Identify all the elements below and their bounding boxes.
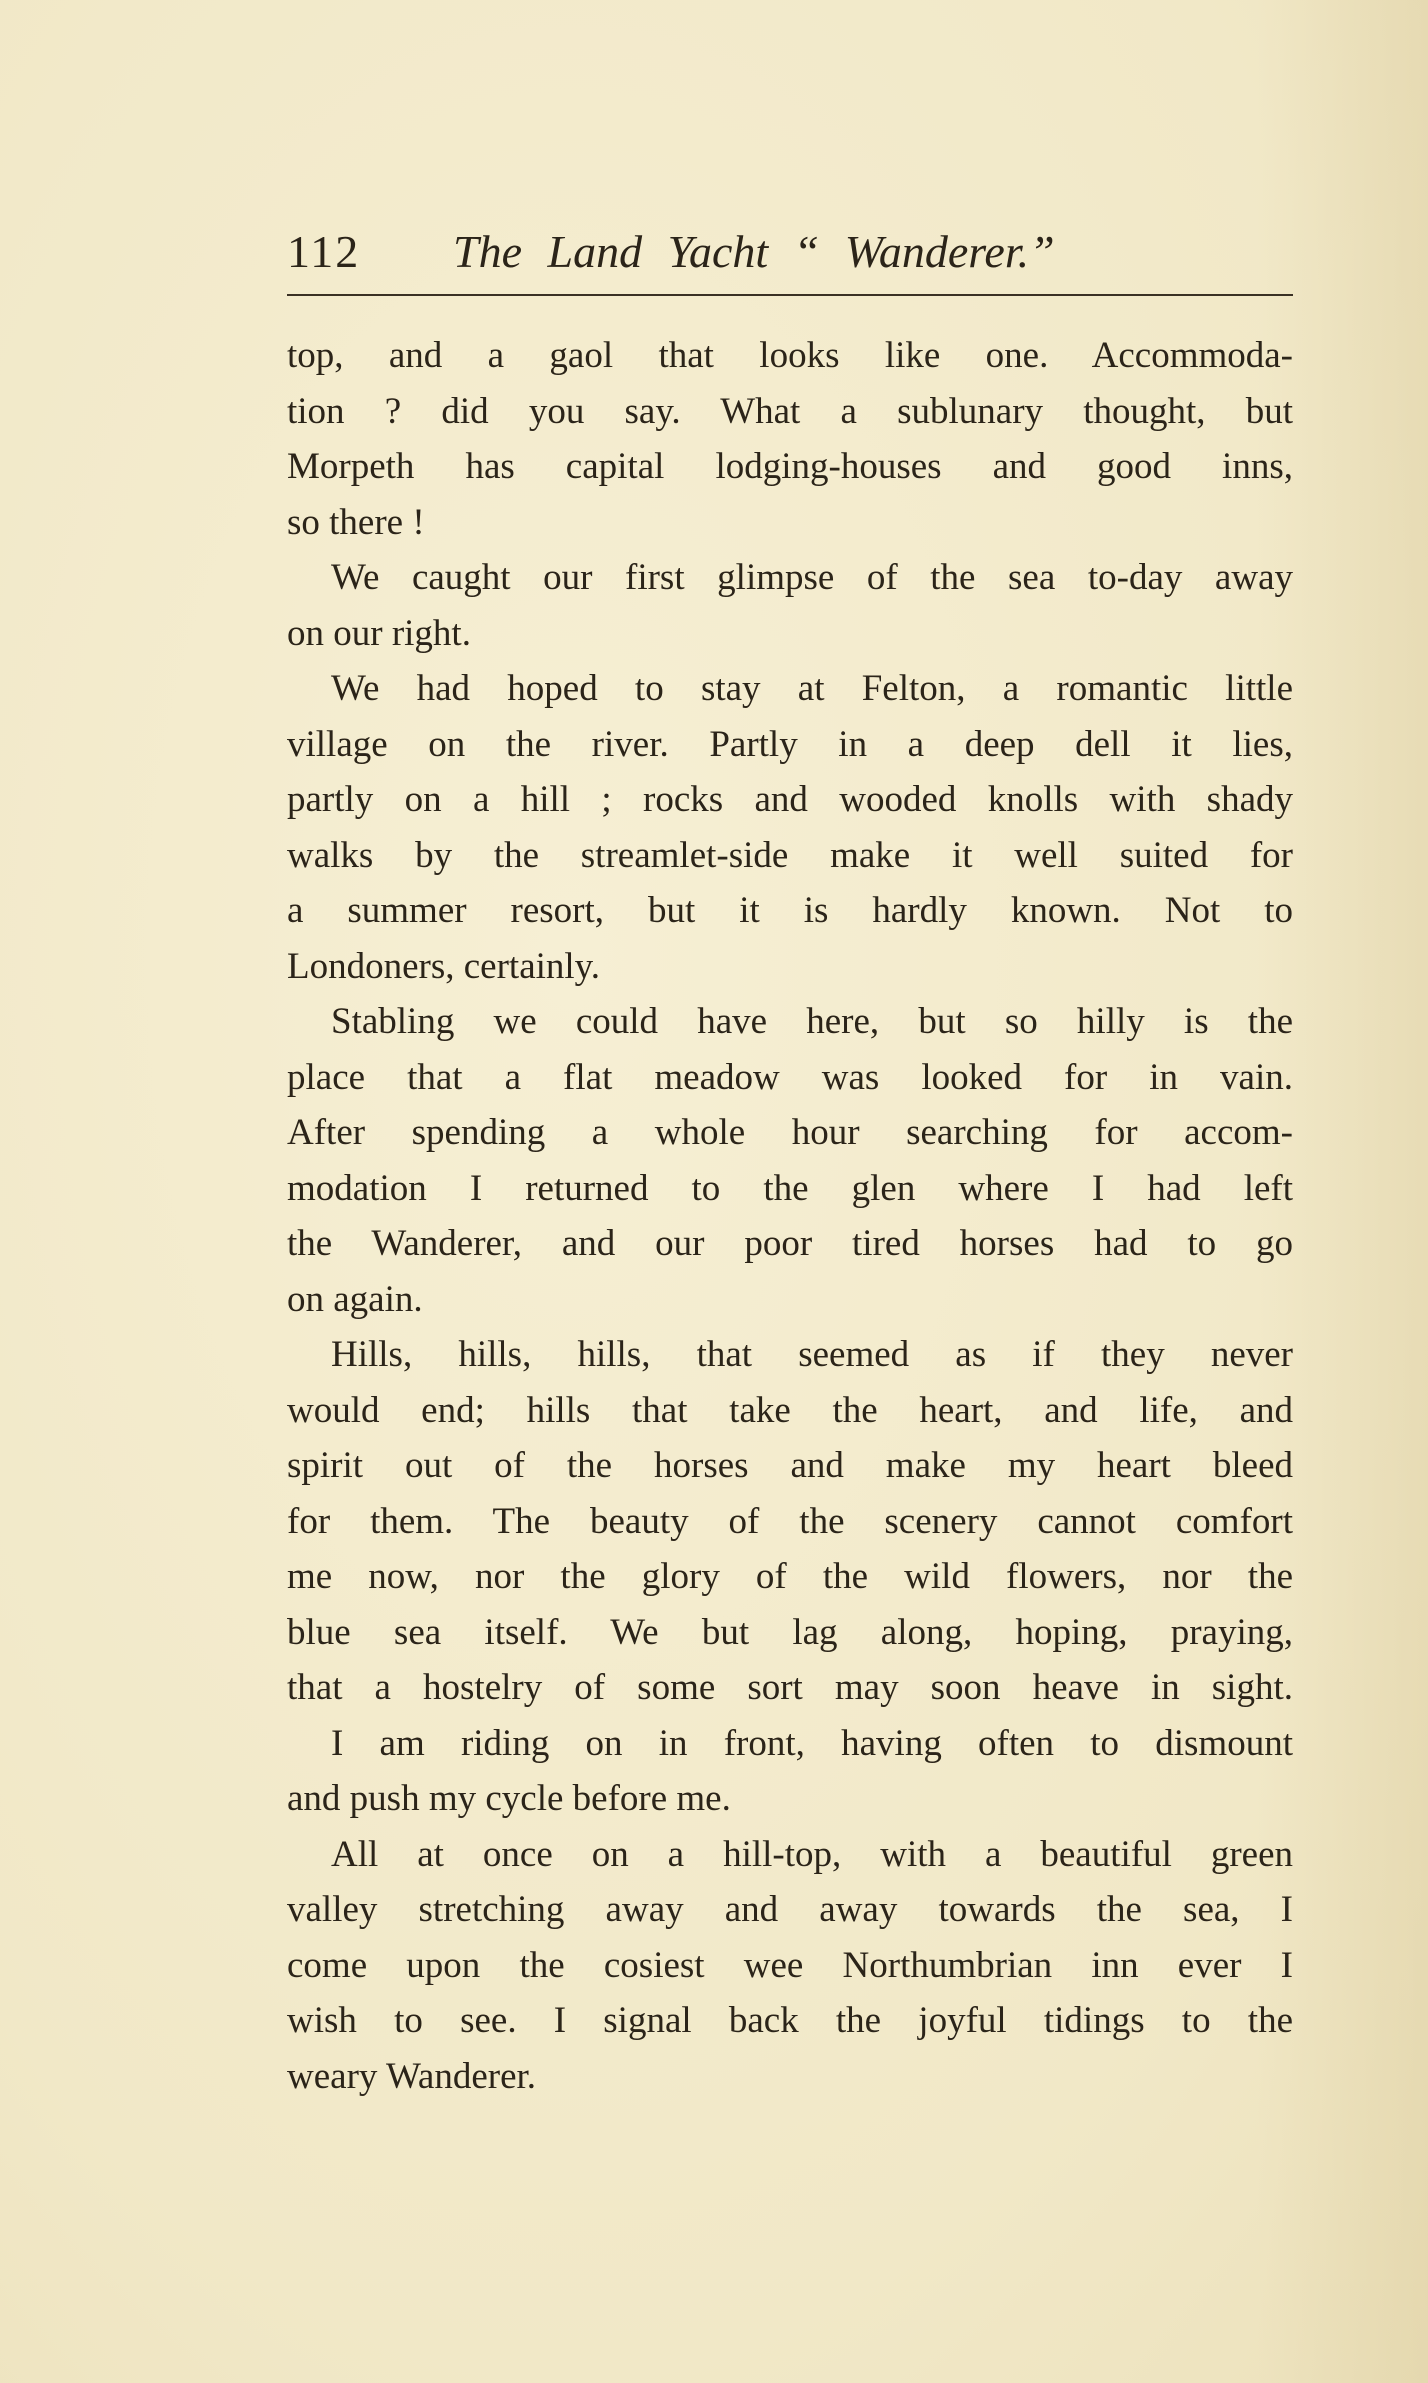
text-line: Londoners, certainly. xyxy=(287,945,601,987)
text-line: We caught our first glimpse of the sea to-day away xyxy=(331,557,1293,598)
text-line: the Wanderer, and our poor tired horses had to go xyxy=(287,1223,1293,1264)
running-head xyxy=(287,212,1293,292)
text-line: blue sea itself. We but lag along, hoping, praying, xyxy=(287,1611,1293,1653)
text-line: valley stretching away and away towards the sea, I xyxy=(287,1889,1293,1930)
text-line: so there ! xyxy=(287,501,425,543)
text-line: that a hostelry of some sort may soon heave in sight. xyxy=(287,1667,1293,1708)
text-line: I am riding on in front, having often to dismount xyxy=(331,1722,1293,1764)
text-line: for them. The beauty of the scenery cannot comfort xyxy=(287,1500,1293,1542)
text-line: and push my cycle before me. xyxy=(287,1778,731,1819)
text-line: partly on a hill ; rocks and wooded knolls with shady xyxy=(287,779,1293,820)
text-line: me now, nor the glory of the wild flowers, nor the xyxy=(287,1556,1293,1597)
text-line: a summer resort, but it is hardly known. Not to xyxy=(287,890,1293,931)
header-rule xyxy=(287,294,1293,296)
text-line: weary Wanderer. xyxy=(287,2055,537,2097)
text-line: on again. xyxy=(287,1278,423,1320)
body-text xyxy=(287,328,1293,2104)
text-line: come upon the cosiest wee Northumbrian inn ever I xyxy=(287,1944,1293,1986)
text-line: on our right. xyxy=(287,612,471,654)
page-number: 112 xyxy=(287,226,361,277)
text-line: Morpeth has capital lodging-houses and good inns, xyxy=(287,446,1293,487)
text-line: tion ? did you say. What a sublunary thought, but xyxy=(287,390,1293,432)
text-line: All at once on a hill-top, with a beautiful green xyxy=(331,1833,1293,1875)
text-line: would end; hills that take the heart, and life, and xyxy=(287,1389,1293,1431)
text-line: modation I returned to the glen where I had left xyxy=(287,1167,1293,1209)
text-line: After spending a whole hour searching for accom- xyxy=(287,1112,1293,1153)
text-line: village on the river. Partly in a deep dell it lies, xyxy=(287,723,1293,765)
text-line: walks by the streamlet-side make it well suited for xyxy=(287,834,1293,876)
text-line: Hills, hills, hills, that seemed as if they never xyxy=(331,1334,1293,1375)
text-line: wish to see. I signal back the joyful tidings to the xyxy=(287,2000,1293,2041)
text-line: Stabling we could have here, but so hilly is the xyxy=(331,1001,1293,1042)
text-line: place that a flat meadow was looked for in vain. xyxy=(287,1056,1293,1098)
text-line: spirit out of the horses and make my heart bleed xyxy=(287,1445,1293,1486)
text-line: top, and a gaol that looks like one. Accommoda- xyxy=(287,335,1293,376)
running-title: The Land Yacht “ Wanderer.” xyxy=(453,226,1055,277)
text-line: We had hoped to stay at Felton, a romantic little xyxy=(331,668,1293,709)
